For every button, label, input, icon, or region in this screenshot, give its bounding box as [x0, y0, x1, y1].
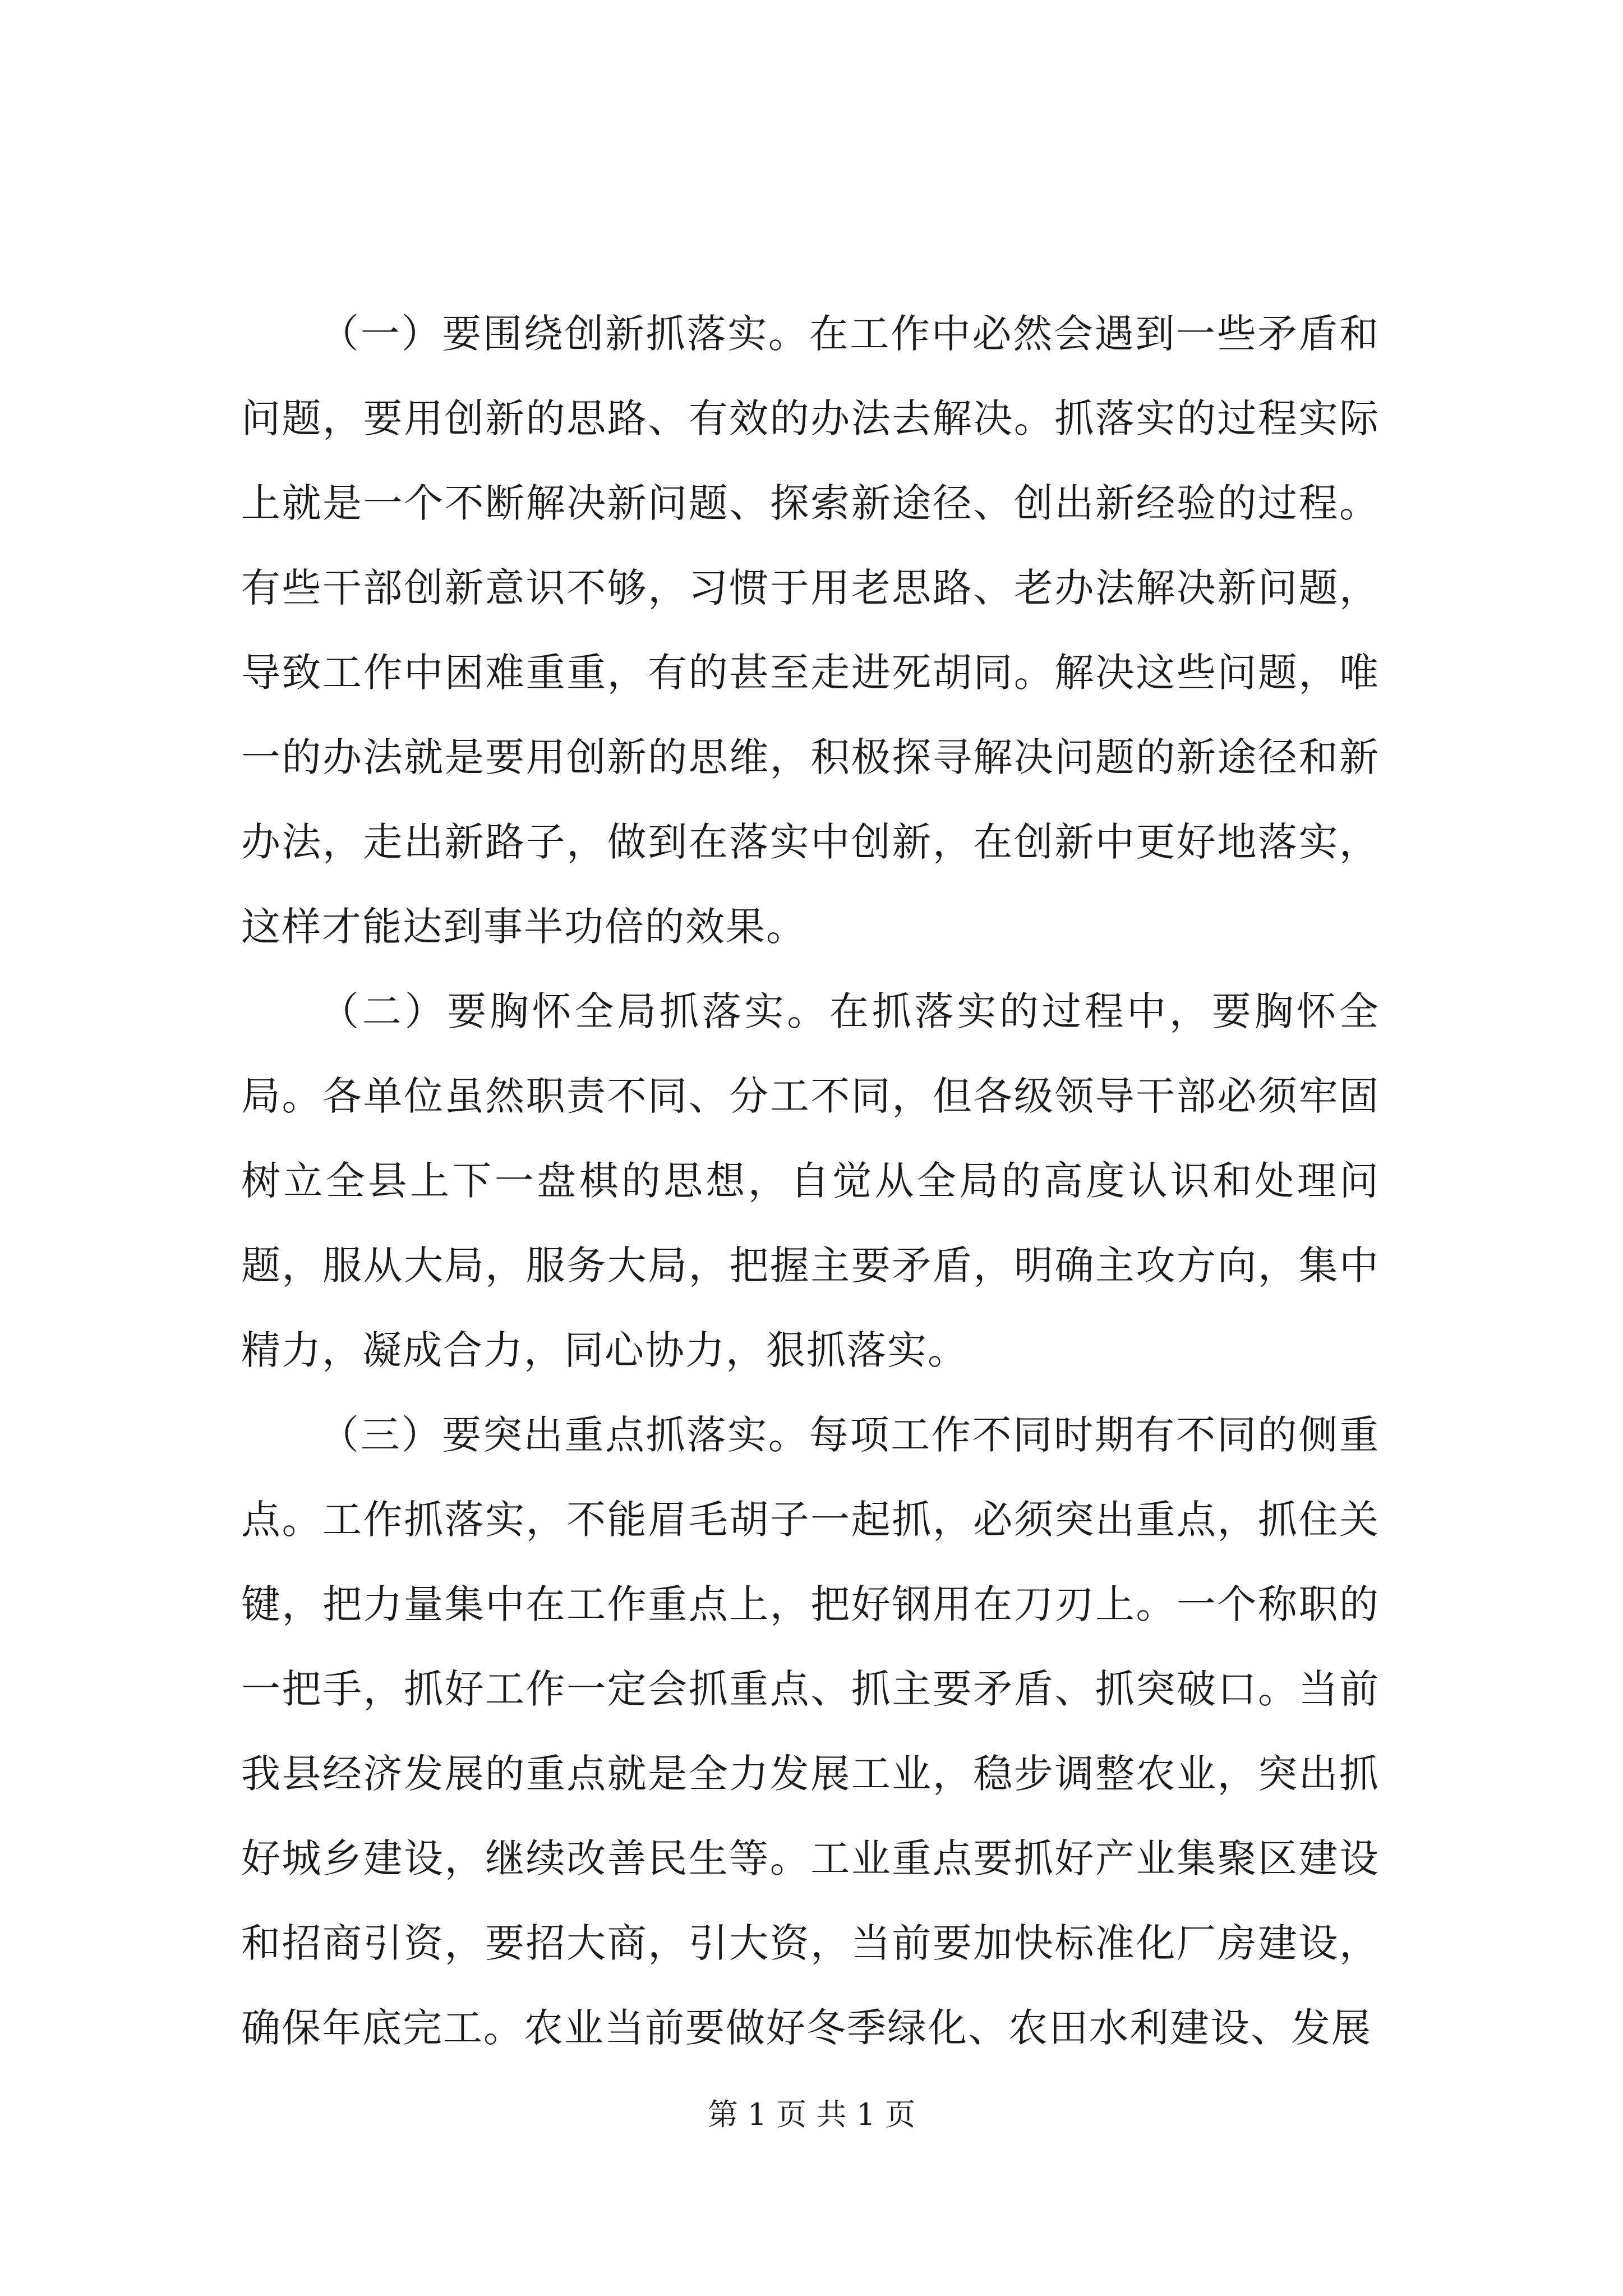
paragraph-3: （三）要突出重点抓落实。每项工作不同时期有不同的侧重点。工作抓落实，不能眉毛胡子一起抓，必须突出重点，抓住关键，把力量集中在工作重点上，把好钢用在刀刃上。一个称职的一把手，抓好工作一定会抓重点、抓主要矛盾、抓突破口。当前我县经济发展的重点就是全力发展工业，稳步调整农业，突出抓好城乡建设，继续改善民生等。工业重点要抓好产业集聚区建设和招商引资，要招大商，引大资，当前要加快标准化厂房建设，确保年底完工。农业当前要做好冬季绿化、农田水利建设、发展 — [241, 1412, 1380, 2051]
paragraph-2: （二）要胸怀全局抓落实。在抓落实的过程中，要胸怀全局。各单位虽然职责不同、分工不同，但各级领导干部必须牢固树立全县上下一盘棋的思想，自觉从全局的高度认识和处理问题，服从大局，服务大局，把握主要矛盾，明确主攻方向，集中精力，凝成合力，同心协力，狠抓落实。 — [241, 988, 1380, 1373]
paragraph-1: （一）要围绕创新抓落实。在工作中必然会遇到一些矛盾和问题，要用创新的思路、有效的办法去解决。抓落实的过程实际上就是一个不断解决新问题、探索新途径、创出新经验的过程。有些干部创新意识不够，习惯于用老思路、老办法解决新问题，导致工作中困难重重，有的甚至走进死胡同。解决这些问题，唯一的办法就是要用创新的思维，积极探寻解决问题的新途径和新办法，走出新路子，做到在落实中创新，在创新中更好地落实，这样才能达到事半功倍的效果。 — [241, 311, 1380, 950]
page-footer: 第 1 页 共 1 页 — [707, 2097, 916, 2132]
document-body — [241, 292, 1380, 2070]
